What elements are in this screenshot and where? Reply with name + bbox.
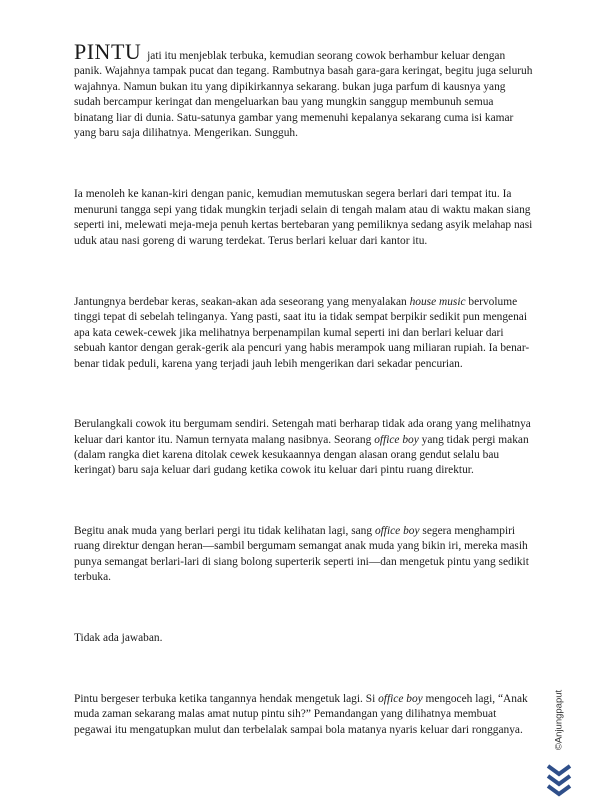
italic-term: office boy bbox=[374, 524, 420, 537]
document-body bbox=[74, 39, 534, 738]
italic-term: office boy bbox=[374, 433, 419, 446]
paragraph-7 bbox=[74, 692, 534, 738]
paragraph-2 bbox=[74, 187, 534, 249]
italic-term: office boy bbox=[378, 692, 423, 705]
paragraph-text: Begitu anak muda yang berlari pergi itu tidak kelihatan lagi, sang bbox=[74, 524, 375, 537]
copyright-text: ©Anjungpaput bbox=[553, 689, 565, 751]
copyright-notice bbox=[552, 680, 566, 760]
paragraph-text: jati itu menjeblak terbuka, kemudian seorang cowok berhambur keluar dengan panik. Wajahnya tampak pucat dan tegang. Rambutnya basah gara-gara keringat, begitu juga seluruh wajahnya. Namun bukan itu yang dipikirkannya sekarang. bukan juga parfum di kausnya yang sudah bercampur keringat dan mengeluarkan bau yang mungkin sanggup membunuh semua binatang liar di dunia. Satu-satunya gambar yang memenuhi kepalanya sekarang cuma isi kamar yang baru saja dilihatnya. Mengerikan. Sungguh. bbox=[74, 50, 533, 140]
paragraph-3 bbox=[74, 295, 534, 372]
paragraph-4 bbox=[74, 417, 534, 479]
paragraph-text: Ia menoleh ke kanan-kiri dengan panic, kemudian memutuskan segera berlari dari tempat itu. Ia menuruni tangga sepi yang tidak mungkin terjadi selain di tengah malam atau di waktu makan siang seperti ini, melewati meja-meja penuh kertas bertebaran yang pemiliknya sedang asyik melahap nasi uduk atau nasi goreng di warung terdekat. Terus berlari keluar dari kantor itu. bbox=[74, 188, 533, 247]
paragraph-text: Jantungnya berdebar keras, seakan-akan ada seseorang yang menyalakan bbox=[74, 296, 410, 309]
paragraph-text: Pintu bergeser terbuka ketika tangannya hendak mengetuk lagi. Si bbox=[74, 692, 379, 705]
paragraph-text: Tidak ada jawaban. bbox=[74, 632, 163, 645]
italic-term: house music bbox=[409, 296, 466, 309]
paragraph-text: mengoceh lagi, “Anak muda zaman sekarang malas amat nutup pintu sih?” Pemandangan yang dilihatnya membuat pegawai itu mengatupkan mulut dan terbelalak sampai bola matanya nyaris keluar dari rongganya. bbox=[74, 692, 528, 736]
paragraph-5 bbox=[74, 524, 534, 586]
paragraph-text: yang tidak pergi makan (dalam rangka diet karena ditolak cewek kesukaannya dengan alasan orang gendut selalu bau keringat) baru saja keluar dari gudang ketika cowok itu keluar dari pintu ruang direktur. bbox=[74, 433, 529, 477]
paragraph-text: segera menghampiri ruang direktur dengan heran—sambil bergumam semangat anak muda yang bikin iri, mereka masih punya semangat berlari-lari di siang bolong superterik seperti ini—dan mengetuk pintu yang sedikit terbuka. bbox=[74, 524, 529, 583]
paragraph-text: bervolume tinggi tepat di sebelah telinganya. Yang pasti, saat itu ia tidak sempat berpikir sedikit pun mengenai apa kata cewek-cewek jika melihatnya berpenampilan kumal seperti ini dan berlari keluar dari sebuah kantor dengan gerak-gerik ala pencuri yang habis merampok uang miliaran rupiah. Ia benar-benar tidak peduli, karena yang terjadi jauh lebih mengerikan dari sekadar pencurian. bbox=[74, 296, 530, 370]
paragraph-1 bbox=[74, 39, 534, 141]
chapter-opening-word: PINTU bbox=[74, 39, 142, 64]
paragraph-text: Berulangkali cowok itu bergumam sendiri. Setengah mati berharap tidak ada orang yang melihatnya keluar dari kantor itu. Namun ternyata malang nasibnya. Seorang bbox=[74, 418, 531, 446]
chevron-down-icon-graphic bbox=[542, 760, 576, 800]
chevron-down-icon[interactable] bbox=[542, 760, 576, 800]
paragraph-6 bbox=[74, 631, 534, 646]
